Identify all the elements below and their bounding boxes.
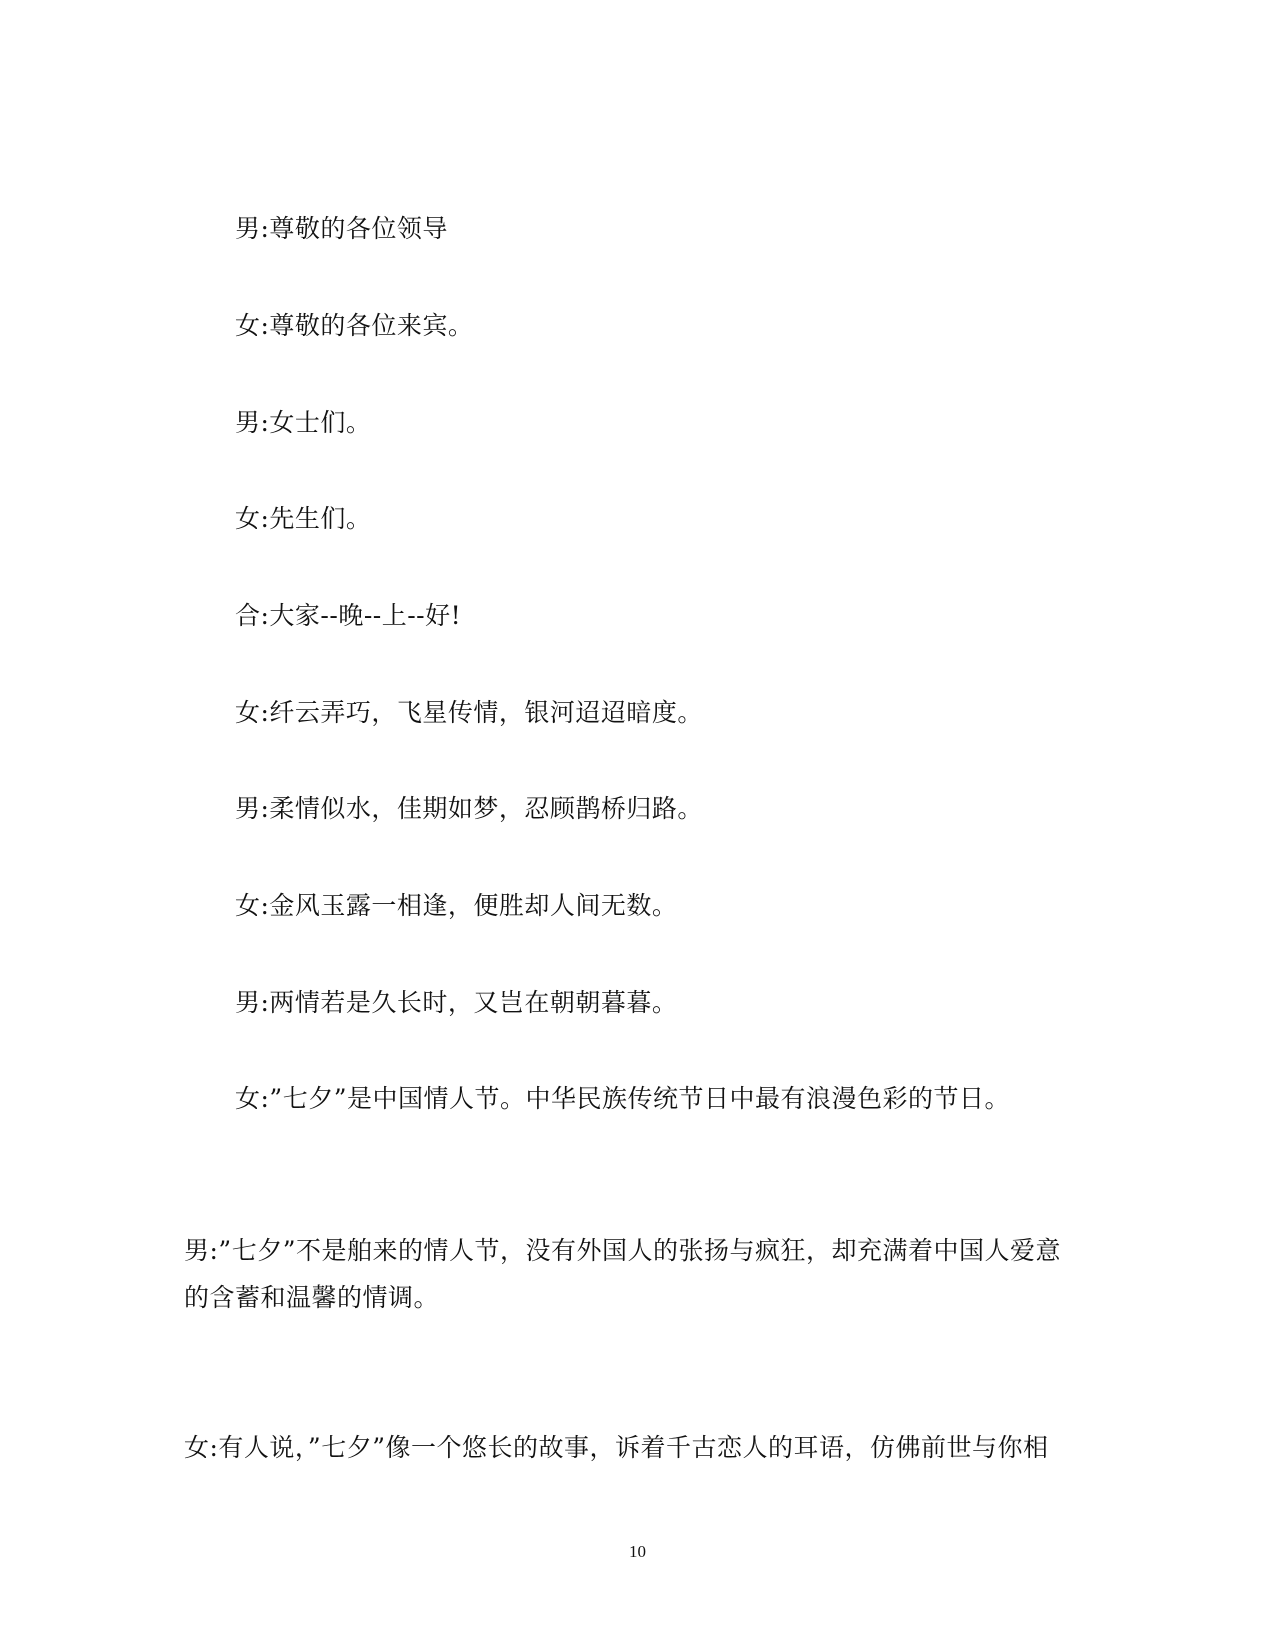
dialogue-line: 女:”七夕”是中国情人节。中华民族传统节日中最有浪漫色彩的节日。: [235, 1084, 1010, 1113]
dialogue-line: 男:柔情似水，佳期如梦，忍顾鹊桥归路。: [235, 794, 703, 823]
dialogue-line: 合:大家--晚--上--好!: [235, 601, 462, 630]
paragraph-line: 的含蓄和温馨的情调。: [184, 1283, 440, 1312]
dialogue-line: 女:纤云弄巧，飞星传情，银河迢迢暗度。: [235, 698, 703, 727]
dialogue-line: 女:金风玉露一相逢，便胜却人间无数。: [235, 891, 678, 920]
paragraph-line: 男:”七夕”不是舶来的情人节，没有外国人的张扬与疯狂，却充满着中国人爱意: [184, 1236, 1061, 1265]
paragraph-line: 女:有人说，”七夕”像一个悠长的故事，诉着千古恋人的耳语，仿佛前世与你相: [184, 1433, 1049, 1462]
dialogue-line: 男:两情若是久长时，又岂在朝朝暮暮。: [235, 988, 678, 1017]
dialogue-line: 男:女士们。: [235, 408, 372, 437]
dialogue-line: 女:先生们。: [235, 504, 372, 533]
dialogue-line: 男:尊敬的各位领导: [235, 214, 448, 243]
dialogue-line: 女:尊敬的各位来宾。: [235, 311, 474, 340]
page-number: 10: [629, 1542, 646, 1561]
